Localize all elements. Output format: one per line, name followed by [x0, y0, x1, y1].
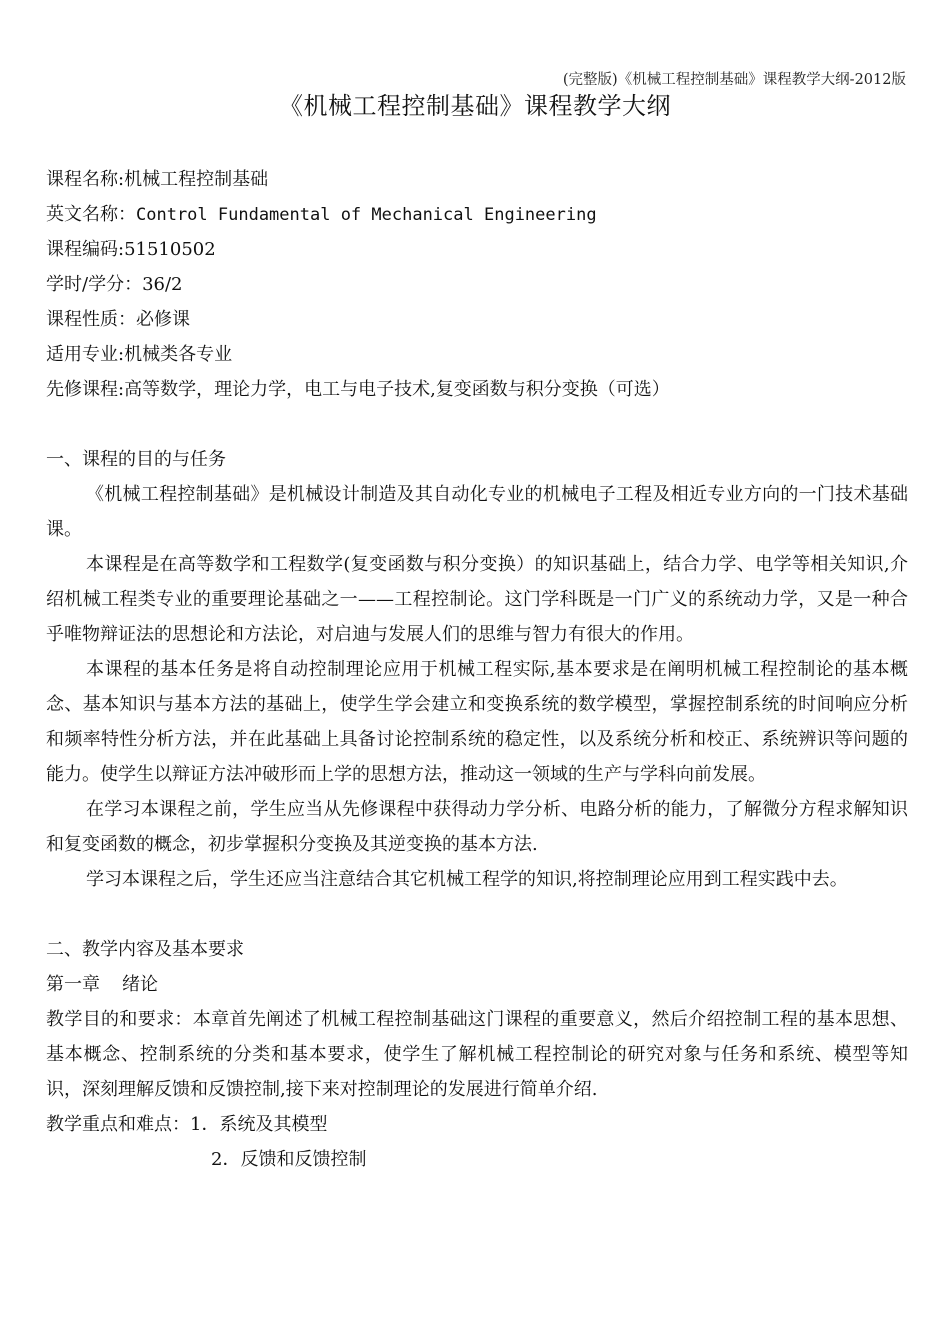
hours-credits-value: 36/2 — [142, 274, 183, 295]
document-body — [46, 442, 908, 1177]
key-points-row — [46, 1142, 908, 1177]
prerequisites-row — [46, 372, 906, 407]
paragraph: 《机械工程控制基础》是机械设计制造及其自动化专业的机械电子工程及相近专业方向的一门技术基础课。 — [46, 484, 908, 540]
course-code-row — [46, 232, 906, 267]
key-points-row — [46, 1107, 908, 1142]
key-point-item: 1．系统及其模型 — [190, 1114, 328, 1135]
prerequisites-label: 先修课程: — [46, 379, 125, 400]
spacer — [46, 897, 908, 932]
prerequisites-value: 高等数学，理论力学，电工与电子技术,复变函数与积分变换（可选） — [124, 379, 670, 400]
hours-credits-row — [46, 267, 906, 302]
english-name-value: Control Fundamental of Mechanical Engineering — [136, 205, 597, 225]
paragraph: 在学习本课程之前，学生应当从先修课程中获得动力学分析、电路分析的能力，了解微分方程求解知识和复变函数的概念，初步掌握积分变换及其逆变换的基本方法. — [46, 799, 908, 855]
paragraph: 本课程是在高等数学和工程数学(复变函数与积分变换）的知识基础上，结合力学、电学等相关知识,介绍机械工程类专业的重要理论基础之一——工程控制论。这门学科既是一门广义的系统动力学，又是一种合乎唯物辩证法的思想论和方法论，对启迪与发展人们的思维与智力有很大的作用。 — [46, 554, 908, 645]
course-type-label: 课程性质： — [46, 309, 136, 330]
course-type-row — [46, 302, 906, 337]
paragraph: 本课程的基本任务是将自动控制理论应用于机械工程实际,基本要求是在阐明机械工程控制论的基本概念、基本知识与基本方法的基础上，使学生学会建立和变换系统的数学模型，掌握控制系统的时间响应分析和频率特性分析方法，并在此基础上具备讨论控制系统的稳定性，以及系统分析和校正、系统辨识等问题的能力。使学生以辩证方法冲破形而上学的思想方法，推动这一领域的生产与学科向前发展。 — [46, 659, 908, 785]
hours-credits-label: 学时/学分： — [46, 274, 143, 295]
course-name-value: 机械工程控制基础 — [124, 169, 269, 190]
chapter-title: 绪论 — [122, 974, 158, 995]
applicable-major-row — [46, 337, 906, 372]
course-code-label: 课程编码: — [46, 239, 125, 260]
key-points-label: 教学重点和难点： — [46, 1114, 190, 1135]
header-note: (完整版)《机械工程控制基础》课程教学大纲-2012版 — [562, 72, 906, 88]
paragraph: 学习本课程之后，学生还应当注意结合其它机械工程学的知识,将控制理论应用到工程实践中去。 — [86, 869, 848, 890]
english-name-label: 英文名称： — [46, 204, 136, 225]
key-point-item: 2．反馈和反馈控制 — [211, 1149, 367, 1170]
section-heading-purpose: 一、课程的目的与任务 — [46, 449, 226, 470]
course-type-value: 必修课 — [136, 309, 190, 330]
document-title: 《机械工程控制基础》课程教学大纲 — [279, 92, 671, 120]
course-info — [46, 162, 906, 407]
chapter-number: 第一章 — [46, 974, 100, 995]
course-name-row — [46, 162, 906, 197]
chapter-heading — [46, 967, 908, 1002]
applicable-major-label: 适用专业: — [46, 344, 125, 365]
section-heading-content: 二、教学内容及基本要求 — [46, 939, 244, 960]
course-name-label: 课程名称: — [46, 169, 125, 190]
applicable-major-value: 机械类各专业 — [124, 344, 233, 365]
teaching-objectives: 教学目的和要求：本章首先阐述了机械工程控制基础这门课程的重要意义，然后介绍控制工程的基本思想、基本概念、控制系统的分类和基本要求，使学生了解机械工程控制论的研究对象与任务和系统、模型等知识，深刻理解反馈和反馈控制,接下来对控制理论的发展进行简单介绍. — [46, 1009, 908, 1100]
course-code-value: 51510502 — [124, 239, 216, 260]
english-name-row — [46, 197, 906, 232]
